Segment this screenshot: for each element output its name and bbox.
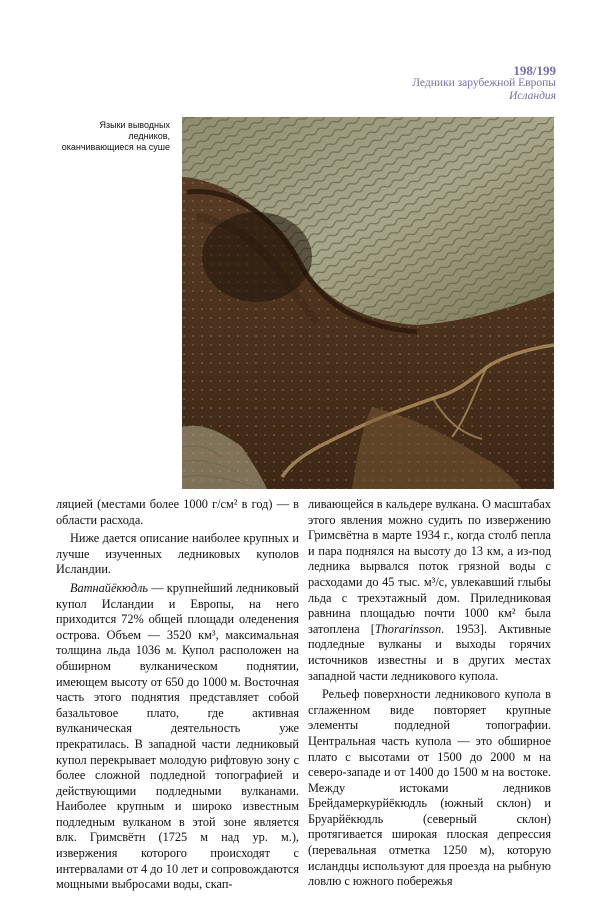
paragraph: Ниже дается описание наиболее крупных и лучше изученных ледниковых куполов Исландии. [56, 531, 299, 577]
running-header [412, 64, 556, 103]
text-column-right [308, 497, 551, 890]
section-title: Ледники зарубежной Европы [412, 77, 556, 89]
subsection-title: Исландия [509, 90, 556, 102]
paragraph: ляцией (местами более 1000 г/см² в год) — в области расхода. [56, 497, 299, 527]
dark-depression [202, 212, 312, 302]
paragraph-text: — крупнейший ледниковый купол Исландии и Европы, на него приходится 72% общей площади оледенения острова. Объем — 3520 км³, максимальная толщина льда 1036 м. Купол расположен на обширном вулканическом поднятии, имеющем высоту от 650 до 1000 м. Восточная часть этого поднятия представляет собой базальтовое плато, где активная вулканическая деятельность уже прекратилась. В западной части ледниковый купол перекрывает молодую рифтовую зону с более сложной подледной топографией и действующими подледными вулканами. Наиболее крупным и широко известным подледным вулканом в этой зоне является влк. Гримсвётн (1725 м над ур. м.), извержения которого происходят с интервалами от 4 до 10 лет и сопровождаются мощными выбросами воды, скап- [56, 580, 299, 892]
paragraph [56, 581, 299, 893]
paragraph [308, 497, 551, 684]
photo-caption: Языки выводных ледников, оканчивающиеся на суше [61, 120, 170, 152]
term-vatnajokull: Ватнайёкюдль [70, 580, 148, 595]
page-numbers: 198/199 [513, 63, 556, 78]
paragraph-text: ливающейся в кальдере вулкана. О масштабах этого явления можно судить по извержению Гримсвётна в марте 1934 г., когда столб пепла и пара поднялся на высоту до 13 км, а из-под ледника вырвался поток грязной воды с расходами до 45 тыс. м³/с, увлекавший глыбы льда с трехэтажный дом. Приледниковая равнина площадью почти 1000 км² была затоплена [ [308, 497, 551, 636]
paragraph-text: . 1953]. Активные подледные вулканы и выходы горячих источников известны и в других местах западной части ледникового купола. [308, 621, 551, 683]
text-column-left [56, 497, 299, 893]
glacier-aerial-photo [182, 117, 554, 489]
citation-author: Thorarinsson [374, 621, 442, 636]
paragraph: Рельеф поверхности ледникового купола в сглаженном виде повторяет крупные элементы подледной топографии. Центральная часть купола — это обширное плато с высотами от 1500 до 2000 м на северо-западе и от 1400 до 1500 м на востоке. Между истоками ледников Брейдамеркурйёкюдль (южный склон) и Бруарйёкюдль (северный склон) протягивается широкая плоская депрессия (перевальная отметка 1250 м), которую исландцы используют для проезда на рыбную ловлю с южного побережья [308, 687, 551, 889]
